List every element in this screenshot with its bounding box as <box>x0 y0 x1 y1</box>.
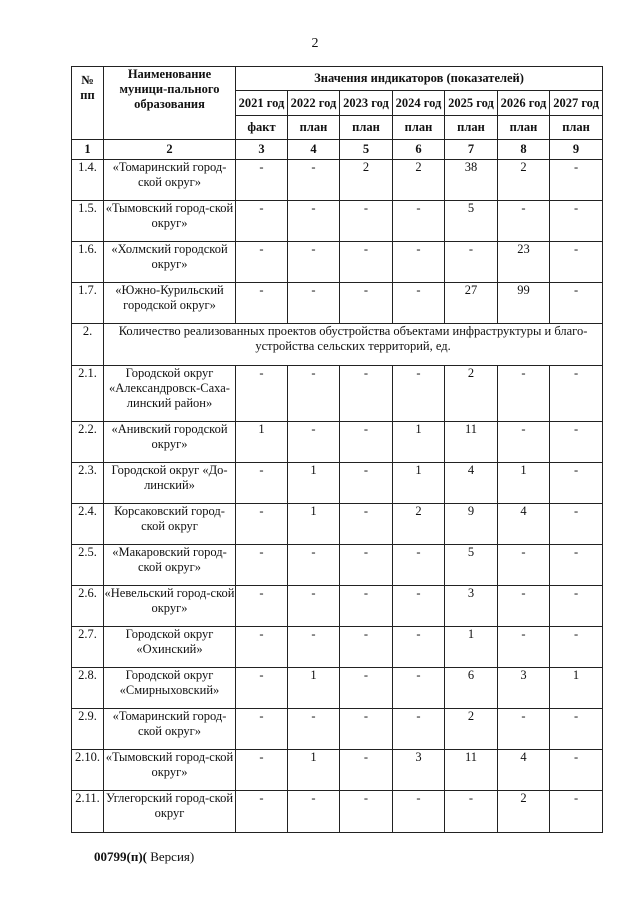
indicator-value: - <box>288 283 340 324</box>
row-number: 2.9. <box>72 709 104 750</box>
indicator-value: - <box>288 627 340 668</box>
municipality-name: Углегорский город-ской округ <box>104 791 236 833</box>
header-column-number: 2 <box>104 140 236 160</box>
header-year-cell: 2022 год <box>288 91 340 116</box>
indicator-value: 2 <box>393 160 445 201</box>
indicator-value: 23 <box>498 242 550 283</box>
municipality-name: Городской округ «Александровск-Саха-линский район» <box>104 366 236 422</box>
indicator-value: 1 <box>288 463 340 504</box>
header-num-cell: № пп <box>72 67 104 140</box>
indicator-value: - <box>340 283 393 324</box>
row-number: 2.2. <box>72 422 104 463</box>
indicator-value: - <box>498 201 550 242</box>
header-column-number: 1 <box>72 140 104 160</box>
indicator-value: - <box>236 668 288 709</box>
indicator-value: 1 <box>445 627 498 668</box>
indicator-value: - <box>393 201 445 242</box>
indicator-value: 1 <box>288 668 340 709</box>
header-name-cell: Наименование муници-пального образования <box>104 67 236 140</box>
indicator-value: 1 <box>550 668 603 709</box>
indicator-value: 11 <box>445 422 498 463</box>
indicator-value: - <box>550 586 603 627</box>
indicator-value: 99 <box>498 283 550 324</box>
indicator-value: - <box>550 201 603 242</box>
indicator-value: - <box>498 627 550 668</box>
row-number: 2. <box>72 324 104 366</box>
header-numbers-row <box>72 140 603 160</box>
header-column-number: 7 <box>445 140 498 160</box>
indicator-value: - <box>393 366 445 422</box>
table-row <box>72 668 603 709</box>
section-title: Количество реализованных проектов обустройства объектами инфраструктуры и благо-устройства сельских территорий, ед. <box>104 324 603 366</box>
row-number: 2.4. <box>72 504 104 545</box>
indicator-value: 1 <box>288 504 340 545</box>
table-row <box>72 366 603 422</box>
indicator-value: - <box>550 283 603 324</box>
table-row <box>72 504 603 545</box>
header-type-cell: план <box>288 116 340 140</box>
municipality-name: «Холмский городской округ» <box>104 242 236 283</box>
table-row <box>72 791 603 833</box>
indicator-value: - <box>288 201 340 242</box>
indicator-value: - <box>236 504 288 545</box>
indicator-value: - <box>445 242 498 283</box>
indicator-value: - <box>393 709 445 750</box>
header-type-cell: план <box>393 116 445 140</box>
indicator-value: - <box>340 201 393 242</box>
indicator-value: 11 <box>445 750 498 791</box>
indicator-value: 3 <box>445 586 498 627</box>
indicator-value: 1 <box>288 750 340 791</box>
header-year-cell: 2026 год <box>498 91 550 116</box>
indicator-value: - <box>236 242 288 283</box>
indicator-value: - <box>393 545 445 586</box>
row-number: 2.8. <box>72 668 104 709</box>
table-row <box>72 283 603 324</box>
indicator-value: - <box>498 709 550 750</box>
municipality-name: Корсаковский город-ской округ <box>104 504 236 545</box>
indicator-value: - <box>236 201 288 242</box>
indicator-value: 5 <box>445 201 498 242</box>
indicator-value: 2 <box>393 504 445 545</box>
indicator-value: - <box>288 366 340 422</box>
header-type-cell: факт <box>236 116 288 140</box>
municipality-name: «Макаровский город-ской округ» <box>104 545 236 586</box>
document-version: Версия) <box>146 849 195 864</box>
indicator-value: - <box>340 242 393 283</box>
indicator-value: - <box>236 709 288 750</box>
indicator-value: - <box>393 586 445 627</box>
header-year-cell: 2027 год <box>550 91 603 116</box>
row-number: 2.10. <box>72 750 104 791</box>
table-row <box>72 160 603 201</box>
indicator-value: - <box>236 750 288 791</box>
indicator-value: - <box>236 791 288 833</box>
header-type-cell: план <box>340 116 393 140</box>
indicators-table <box>71 66 603 833</box>
indicator-value: 4 <box>498 750 550 791</box>
municipality-name: Городской округ «Охинский» <box>104 627 236 668</box>
indicator-value: - <box>550 627 603 668</box>
indicator-value: - <box>393 627 445 668</box>
header-year-cell: 2024 год <box>393 91 445 116</box>
indicator-value: 1 <box>498 463 550 504</box>
table-row <box>72 201 603 242</box>
header-column-number: 8 <box>498 140 550 160</box>
section-row <box>72 324 603 366</box>
document-code <box>94 849 194 865</box>
row-number: 2.5. <box>72 545 104 586</box>
header-type-cell: план <box>498 116 550 140</box>
row-number: 1.5. <box>72 201 104 242</box>
municipality-name: «Томаринский город-ской округ» <box>104 160 236 201</box>
indicator-value: - <box>498 545 550 586</box>
table-row <box>72 709 603 750</box>
header-type-cell: план <box>550 116 603 140</box>
indicator-value: 2 <box>445 709 498 750</box>
header-type-cell: план <box>445 116 498 140</box>
indicator-value: - <box>550 709 603 750</box>
indicator-value: - <box>393 791 445 833</box>
indicator-value: 2 <box>498 160 550 201</box>
indicator-value: - <box>445 791 498 833</box>
indicator-value: 1 <box>393 463 445 504</box>
header-column-number: 3 <box>236 140 288 160</box>
row-number: 2.3. <box>72 463 104 504</box>
municipality-name: Городской округ «До-линский» <box>104 463 236 504</box>
indicator-value: - <box>340 627 393 668</box>
indicator-value: - <box>340 504 393 545</box>
indicator-value: - <box>550 504 603 545</box>
municipality-name: «Анивский городской округ» <box>104 422 236 463</box>
indicator-value: - <box>288 545 340 586</box>
municipality-name: «Южно-Курильский городской округ» <box>104 283 236 324</box>
indicator-value: - <box>393 242 445 283</box>
indicator-value: - <box>340 668 393 709</box>
indicator-value: - <box>340 422 393 463</box>
indicator-value: - <box>236 586 288 627</box>
indicator-value: 4 <box>498 504 550 545</box>
header-column-number: 9 <box>550 140 603 160</box>
header-values-cell: Значения индикаторов (показателей) <box>236 67 603 91</box>
indicator-value: - <box>340 791 393 833</box>
indicator-value: - <box>340 463 393 504</box>
municipality-name: Городской округ «Смирныховский» <box>104 668 236 709</box>
table-row <box>72 463 603 504</box>
indicator-value: 1 <box>236 422 288 463</box>
municipality-name: «Невельский город-ской округ» <box>104 586 236 627</box>
table-body <box>72 67 603 833</box>
table-row <box>72 750 603 791</box>
header-row-1 <box>72 67 603 91</box>
indicator-value: - <box>498 586 550 627</box>
indicator-value: - <box>236 627 288 668</box>
indicator-value: - <box>340 709 393 750</box>
indicator-value: 6 <box>445 668 498 709</box>
indicator-value: - <box>288 242 340 283</box>
indicator-value: - <box>550 422 603 463</box>
indicator-value: - <box>393 668 445 709</box>
indicator-value: - <box>288 160 340 201</box>
indicator-value: - <box>236 160 288 201</box>
indicator-value: - <box>550 160 603 201</box>
header-column-number: 4 <box>288 140 340 160</box>
indicator-value: - <box>288 422 340 463</box>
indicator-value: - <box>550 242 603 283</box>
indicator-value: - <box>550 791 603 833</box>
table-row <box>72 627 603 668</box>
indicator-value: - <box>236 545 288 586</box>
row-number: 1.6. <box>72 242 104 283</box>
indicator-value: 3 <box>498 668 550 709</box>
row-number: 1.4. <box>72 160 104 201</box>
table-row <box>72 422 603 463</box>
header-column-number: 5 <box>340 140 393 160</box>
row-number: 2.6. <box>72 586 104 627</box>
row-number: 1.7. <box>72 283 104 324</box>
indicator-value: - <box>498 422 550 463</box>
indicator-value: - <box>340 366 393 422</box>
indicator-value: - <box>393 283 445 324</box>
indicator-value: 2 <box>445 366 498 422</box>
header-year-cell: 2025 год <box>445 91 498 116</box>
municipality-name: «Томаринский город-ской округ» <box>104 709 236 750</box>
header-year-cell: 2021 год <box>236 91 288 116</box>
indicator-value: - <box>340 750 393 791</box>
indicator-value: - <box>288 586 340 627</box>
row-number: 2.1. <box>72 366 104 422</box>
page-number: 2 <box>311 36 319 51</box>
municipality-name: «Тымовский город-ской округ» <box>104 750 236 791</box>
indicator-value: - <box>340 545 393 586</box>
indicator-value: 27 <box>445 283 498 324</box>
header-year-cell: 2023 год <box>340 91 393 116</box>
indicator-value: - <box>236 283 288 324</box>
indicator-value: - <box>498 366 550 422</box>
header-column-number: 6 <box>393 140 445 160</box>
indicator-value: - <box>236 366 288 422</box>
indicator-value: - <box>288 709 340 750</box>
document-code-number: 00799(п)( <box>94 849 147 864</box>
indicator-value: 1 <box>393 422 445 463</box>
indicator-value: 38 <box>445 160 498 201</box>
indicator-value: - <box>236 463 288 504</box>
indicator-value: 3 <box>393 750 445 791</box>
table-row <box>72 242 603 283</box>
indicator-value: - <box>340 586 393 627</box>
indicator-value: 9 <box>445 504 498 545</box>
indicator-value: - <box>550 463 603 504</box>
indicator-value: 5 <box>445 545 498 586</box>
indicator-value: 2 <box>498 791 550 833</box>
row-number: 2.11. <box>72 791 104 833</box>
row-number: 2.7. <box>72 627 104 668</box>
indicator-value: - <box>288 791 340 833</box>
municipality-name: «Тымовский город-ской округ» <box>104 201 236 242</box>
table-row <box>72 545 603 586</box>
indicator-value: 4 <box>445 463 498 504</box>
indicator-value: - <box>550 750 603 791</box>
indicator-value: 2 <box>340 160 393 201</box>
indicator-value: - <box>550 545 603 586</box>
indicator-value: - <box>550 366 603 422</box>
table-row <box>72 586 603 627</box>
